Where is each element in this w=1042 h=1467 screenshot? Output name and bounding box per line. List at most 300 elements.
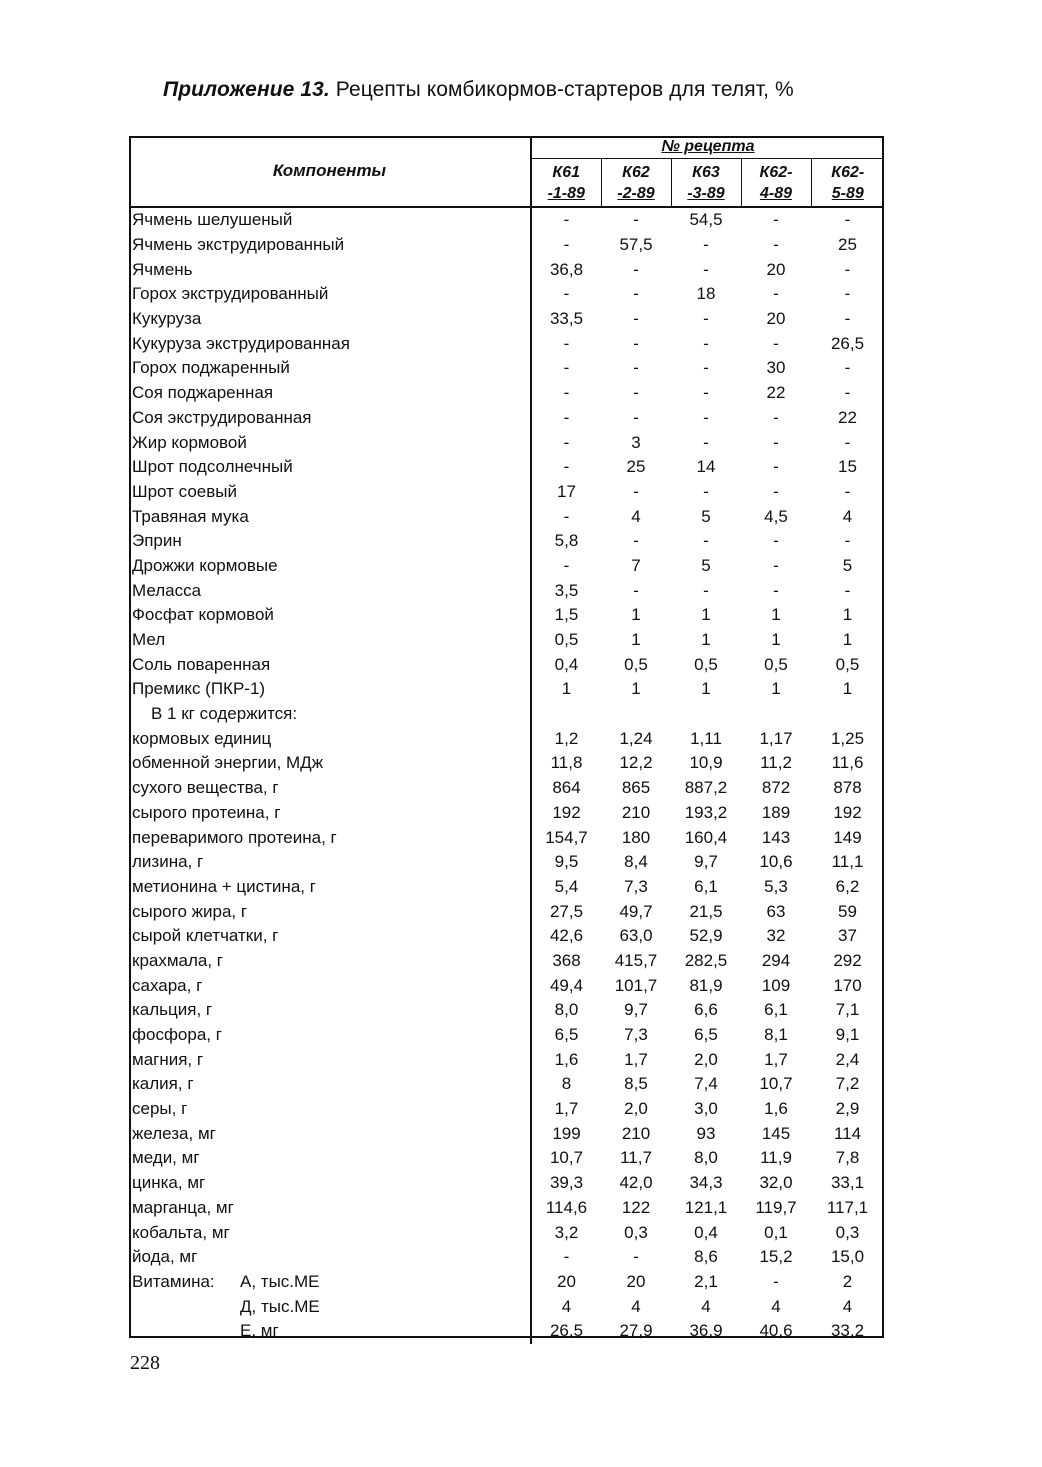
table-row [129, 702, 884, 727]
table-row [129, 455, 884, 480]
value-cell: - [563, 457, 570, 477]
value-cell: 2,9 [835, 1099, 860, 1119]
value-cell: - [703, 235, 709, 255]
component-name: кальция, г [129, 998, 531, 1023]
component-name: сырого жира, г [129, 899, 531, 924]
component-name: Ячмень [129, 257, 531, 282]
recipe-column-header: К61 -1-89 [531, 159, 601, 207]
value-cell: - [563, 506, 570, 526]
value-cell: - [773, 235, 779, 255]
table-row [129, 776, 884, 801]
value-cell: 1 [631, 605, 641, 625]
table-row [129, 1220, 884, 1245]
value-cell: - [703, 407, 709, 427]
value-cell: 20 [766, 309, 786, 329]
vitamin-name [129, 1319, 531, 1344]
page-title [163, 78, 794, 102]
table-row [129, 578, 884, 603]
value-cell: 27,5 [549, 901, 584, 921]
value-cell: 114 [833, 1123, 862, 1143]
table-row [129, 726, 884, 751]
value-cell: 154,7 [545, 827, 588, 847]
value-cell: 5,3 [764, 876, 788, 896]
table-row [129, 356, 884, 381]
value-cell: 1 [771, 605, 781, 625]
component-name: Шрот подсолнечный [129, 455, 531, 480]
value-cell: 1 [631, 630, 641, 650]
value-cell: - [703, 432, 709, 452]
component-name: Шрот соевый [129, 480, 531, 505]
value-cell: - [773, 432, 779, 452]
component-name: Фосфат кормовой [129, 603, 531, 628]
value-cell: 30 [766, 358, 786, 378]
value-cell: 42,6 [549, 926, 584, 946]
value-cell: 7,3 [624, 876, 648, 896]
value-cell: 4 [701, 1296, 711, 1316]
value-cell: 36,8 [549, 259, 584, 279]
component-name: Эприн [129, 529, 531, 554]
value-cell: 2 [842, 1271, 853, 1291]
value-cell: 15,2 [759, 1247, 793, 1267]
value-cell: 9,7 [694, 852, 718, 872]
table-row [129, 603, 884, 628]
value-cell: - [844, 432, 851, 452]
value-cell: 7,1 [835, 1000, 860, 1020]
component-name: магния, г [129, 1047, 531, 1072]
table-row [129, 949, 884, 974]
value-cell: 20 [557, 1271, 576, 1291]
value-cell: 3 [631, 432, 641, 452]
value-cell: 9,7 [624, 1000, 648, 1020]
value-cell: 63 [766, 901, 786, 921]
value-cell: 6,1 [764, 1000, 788, 1020]
value-cell: - [844, 259, 851, 279]
value-cell: 10,6 [759, 852, 793, 872]
table-row [129, 430, 884, 455]
value-cell: 6,6 [694, 1000, 718, 1020]
value-cell: 1,2 [554, 728, 579, 748]
value-cell: - [844, 210, 851, 230]
value-cell: 1 [701, 605, 711, 625]
component-name: кормовых единиц [129, 726, 531, 751]
value-cell: - [703, 580, 709, 600]
table-row [129, 207, 884, 233]
value-cell: 4,5 [764, 506, 788, 526]
component-name: фосфора, г [129, 1023, 531, 1048]
table-row [129, 1270, 884, 1295]
value-cell: 149 [833, 827, 862, 847]
value-cell [811, 702, 884, 727]
value-cell: - [773, 481, 779, 501]
value-cell: 20 [626, 1271, 646, 1291]
value-cell: 2,0 [694, 1049, 718, 1069]
value-cell [531, 702, 601, 727]
value-cell: 0,5 [694, 654, 718, 674]
value-cell: 117,1 [826, 1197, 869, 1217]
value-cell: 22 [766, 383, 786, 403]
value-cell: - [773, 407, 779, 427]
recipe-column-header: К62 -2-89 [601, 159, 671, 207]
value-cell: 5 [701, 555, 711, 575]
value-cell: 25 [626, 457, 646, 477]
value-cell: 292 [833, 950, 862, 970]
value-cell: - [563, 358, 570, 378]
value-cell: 17 [557, 481, 576, 501]
value-cell: 81,9 [689, 975, 723, 995]
value-cell: 4 [842, 506, 853, 526]
vitamin-type: Д, тыс.МЕ [240, 1296, 320, 1316]
table-row [129, 751, 884, 776]
value-cell: - [563, 407, 570, 427]
component-name: сырого протеина, г [129, 801, 531, 826]
value-cell: - [563, 555, 570, 575]
value-cell: - [844, 358, 851, 378]
value-cell: 8,1 [764, 1025, 788, 1045]
value-cell: - [703, 333, 709, 353]
value-cell: - [844, 309, 851, 329]
value-cell: 1,7 [764, 1049, 788, 1069]
value-cell: 865 [621, 778, 651, 798]
value-cell: - [633, 407, 639, 427]
value-cell: 3,0 [694, 1099, 718, 1119]
value-cell: 0,5 [835, 654, 860, 674]
value-cell: 40,6 [759, 1321, 793, 1341]
value-cell: 27,9 [619, 1321, 653, 1341]
value-cell: 10,7 [549, 1148, 584, 1168]
table-row [129, 1072, 884, 1097]
component-name: Травяная мука [129, 504, 531, 529]
table-row [129, 381, 884, 406]
value-cell: - [563, 383, 570, 403]
table-row [129, 924, 884, 949]
value-cell: - [633, 210, 639, 230]
value-cell: 33,5 [549, 309, 584, 329]
value-cell: 4 [842, 1296, 853, 1316]
value-cell: 1,7 [624, 1049, 648, 1069]
table-row [129, 307, 884, 332]
value-cell: 1 [842, 679, 853, 699]
value-cell: 1 [631, 679, 641, 699]
recipe-number-header: № рецепта [531, 136, 884, 159]
value-cell: 368 [552, 950, 581, 970]
value-cell: 0,1 [764, 1222, 788, 1242]
value-cell [671, 702, 741, 727]
table-row [129, 899, 884, 924]
value-cell: 9,1 [835, 1025, 860, 1045]
value-cell: - [844, 481, 851, 501]
value-cell: 1 [771, 630, 781, 650]
value-cell: 11,1 [831, 852, 864, 872]
value-cell: 122 [621, 1197, 651, 1217]
component-name: Жир кормовой [129, 430, 531, 455]
value-cell: 49,7 [619, 901, 653, 921]
component-name: обменной энергии, МДж [129, 751, 531, 776]
value-cell: 33,2 [830, 1321, 865, 1341]
table-row [129, 652, 884, 677]
value-cell: - [844, 383, 851, 403]
value-cell: 0,5 [764, 654, 788, 674]
table-row [129, 331, 884, 356]
table-row [129, 480, 884, 505]
value-cell: 887,2 [684, 778, 728, 798]
value-cell: - [563, 284, 570, 304]
value-cell: 6,5 [694, 1025, 718, 1045]
component-name: Соя поджаренная [129, 381, 531, 406]
value-cell: 7,4 [694, 1074, 718, 1094]
value-cell: 101,7 [614, 975, 658, 995]
value-cell: 3,2 [554, 1222, 579, 1242]
value-cell: 8,4 [624, 852, 648, 872]
component-name: Ячмень шелушеный [129, 207, 531, 233]
value-cell: - [773, 333, 779, 353]
component-name: железа, мг [129, 1121, 531, 1146]
value-cell: 21,5 [689, 901, 723, 921]
value-cell: 12,2 [619, 753, 653, 773]
table-row [129, 529, 884, 554]
value-cell: 22 [838, 407, 857, 427]
value-cell: 109 [761, 975, 791, 995]
value-cell: 1 [842, 605, 853, 625]
value-cell: - [563, 235, 570, 255]
component-name: калия, г [129, 1072, 531, 1097]
value-cell: 11,9 [760, 1148, 792, 1168]
table-row [129, 1047, 884, 1072]
table-body [129, 207, 884, 1344]
table-row [129, 1245, 884, 1270]
value-cell [741, 702, 811, 727]
value-cell: 3,5 [554, 580, 579, 600]
value-cell: 0,4 [694, 1222, 718, 1242]
value-cell: 872 [761, 778, 791, 798]
value-cell: 170 [833, 975, 862, 995]
value-cell: - [773, 284, 779, 304]
table-row [129, 677, 884, 702]
value-cell: - [633, 259, 639, 279]
value-cell: 180 [621, 827, 651, 847]
appendix-label: Приложение 13. [163, 78, 330, 101]
value-cell: 5,8 [554, 531, 579, 551]
value-cell: 6,5 [554, 1025, 579, 1045]
value-cell: - [633, 309, 639, 329]
value-cell: - [633, 284, 639, 304]
component-name: йода, мг [129, 1245, 531, 1270]
value-cell: 37 [838, 926, 857, 946]
value-cell: 143 [761, 827, 791, 847]
value-cell: 7,8 [835, 1148, 860, 1168]
value-cell: - [703, 259, 709, 279]
vitamin-name [129, 1270, 531, 1295]
value-cell: 2,4 [835, 1049, 860, 1069]
component-name: меди, мг [129, 1146, 531, 1171]
value-cell: 15,0 [830, 1247, 865, 1267]
value-cell: 8,0 [554, 1000, 579, 1020]
value-cell: 1,6 [764, 1099, 788, 1119]
value-cell: - [703, 309, 709, 329]
value-cell: 26,5 [549, 1321, 584, 1341]
value-cell: 26,5 [830, 333, 865, 353]
component-name: Соя экструдированная [129, 406, 531, 431]
value-cell: 415,7 [614, 950, 658, 970]
value-cell: 5,4 [554, 876, 579, 896]
component-name: Мел [129, 628, 531, 653]
value-cell: 57,5 [619, 235, 653, 255]
value-cell: 8,6 [694, 1247, 718, 1267]
component-name: лизина, г [129, 850, 531, 875]
value-cell: - [773, 580, 779, 600]
value-cell: 4 [771, 1296, 781, 1316]
value-cell: 9,5 [554, 852, 579, 872]
page-number: 228 [130, 1352, 160, 1374]
value-cell: 7,2 [835, 1074, 860, 1094]
table-row [129, 850, 884, 875]
value-cell: - [633, 383, 639, 403]
value-cell: 1 [561, 679, 572, 699]
component-name: метионина + цистина, г [129, 875, 531, 900]
title-text: Рецепты комбикормов-стартеров для телят, % [329, 78, 794, 101]
component-name: Дрожжи кормовые [129, 554, 531, 579]
value-cell: 63,0 [619, 926, 653, 946]
vitamin-type: А, тыс.МЕ [240, 1271, 320, 1291]
value-cell: 192 [833, 802, 862, 822]
value-cell: 11,8 [550, 753, 583, 773]
value-cell: 1,24 [619, 728, 653, 748]
value-cell: 160,4 [684, 827, 728, 847]
value-cell: - [844, 284, 851, 304]
value-cell: 59 [838, 901, 857, 921]
value-cell [601, 702, 671, 727]
component-name: Соль поваренная [129, 652, 531, 677]
value-cell: 42,0 [619, 1173, 653, 1193]
value-cell: 1,11 [690, 728, 722, 748]
value-cell: 0,5 [624, 654, 648, 674]
table-row [129, 998, 884, 1023]
table-row [129, 554, 884, 579]
value-cell: - [773, 531, 779, 551]
value-cell: 0,5 [554, 630, 579, 650]
value-cell: - [633, 531, 639, 551]
value-cell: 0,4 [554, 654, 579, 674]
recipe-column-header: К63 -3-89 [671, 159, 741, 207]
value-cell: 39,3 [549, 1173, 584, 1193]
table-row [129, 1146, 884, 1171]
value-cell: 8,5 [624, 1074, 648, 1094]
value-cell: - [633, 333, 639, 353]
value-cell: 33,1 [830, 1173, 865, 1193]
value-cell: 20 [766, 259, 786, 279]
component-name: В 1 кг содержится: [129, 702, 531, 727]
value-cell: 8,0 [694, 1148, 718, 1168]
component-name: переваримого протеина, г [129, 825, 531, 850]
table-row [129, 1171, 884, 1196]
value-cell: 121,1 [684, 1197, 728, 1217]
value-cell: 114,6 [545, 1197, 588, 1217]
component-name: сахара, г [129, 973, 531, 998]
component-name: Ячмень экструдированный [129, 233, 531, 258]
value-cell: 282,5 [684, 950, 728, 970]
value-cell: 1 [701, 679, 711, 699]
component-name: кобальта, мг [129, 1220, 531, 1245]
value-cell: 1,6 [554, 1049, 579, 1069]
value-cell: 15 [838, 457, 857, 477]
value-cell: 199 [552, 1123, 581, 1143]
value-cell: - [844, 531, 851, 551]
value-cell: - [563, 1247, 570, 1267]
value-cell: 32,0 [759, 1173, 793, 1193]
component-name: Горох экструдированный [129, 282, 531, 307]
table-row [129, 801, 884, 826]
value-cell: 49,4 [549, 975, 584, 995]
value-cell: 4 [561, 1296, 572, 1316]
value-cell: 0,3 [835, 1222, 860, 1242]
component-name: Премикс (ПКР-1) [129, 677, 531, 702]
value-cell: - [633, 1247, 639, 1267]
value-cell: 4 [631, 1296, 641, 1316]
table-row [129, 282, 884, 307]
table-row [129, 1294, 884, 1319]
component-name: серы, г [129, 1097, 531, 1122]
value-cell: - [563, 333, 570, 353]
value-cell: 878 [833, 778, 862, 798]
component-name: сухого вещества, г [129, 776, 531, 801]
value-cell: 864 [552, 778, 581, 798]
value-cell: 2,0 [624, 1099, 648, 1119]
component-name: Кукуруза экструдированная [129, 331, 531, 356]
value-cell: 1,17 [759, 728, 793, 748]
value-cell: - [703, 531, 709, 551]
value-cell: - [703, 383, 709, 403]
value-cell: 1 [771, 679, 781, 699]
components-header: Компоненты [129, 136, 531, 207]
table-row [129, 504, 884, 529]
table-row [129, 875, 884, 900]
component-name: Меласса [129, 578, 531, 603]
table-row [129, 1097, 884, 1122]
value-cell: 193,2 [684, 802, 728, 822]
value-cell: - [563, 432, 570, 452]
value-cell: 210 [621, 802, 651, 822]
value-cell: 1,5 [554, 605, 579, 625]
component-name: Кукуруза [129, 307, 531, 332]
value-cell: 294 [761, 950, 791, 970]
value-cell: 11,6 [831, 753, 864, 773]
value-cell: 11,2 [760, 753, 792, 773]
value-cell: 11,7 [620, 1148, 652, 1168]
vitamin-name [129, 1294, 531, 1319]
table-row [129, 1196, 884, 1221]
component-name: Горох поджаренный [129, 356, 531, 381]
value-cell: 4 [631, 506, 641, 526]
value-cell: 1,7 [554, 1099, 579, 1119]
value-cell: 6,1 [694, 876, 718, 896]
component-name: сырой клетчатки, г [129, 924, 531, 949]
value-cell: 210 [621, 1123, 651, 1143]
value-cell: 1 [842, 630, 853, 650]
component-name: крахмала, г [129, 949, 531, 974]
table-row [129, 1023, 884, 1048]
value-cell: 5 [701, 506, 711, 526]
recipe-column-header: К62- 4-89 [741, 159, 811, 207]
value-cell: - [633, 358, 639, 378]
value-cell: 1 [701, 630, 711, 650]
value-cell: 0,3 [624, 1222, 648, 1242]
value-cell: 10,9 [689, 753, 723, 773]
value-cell: 18 [696, 284, 716, 304]
value-cell: 189 [761, 802, 791, 822]
value-cell: - [844, 580, 851, 600]
table-row [129, 825, 884, 850]
value-cell: - [773, 555, 779, 575]
table-row [129, 973, 884, 998]
